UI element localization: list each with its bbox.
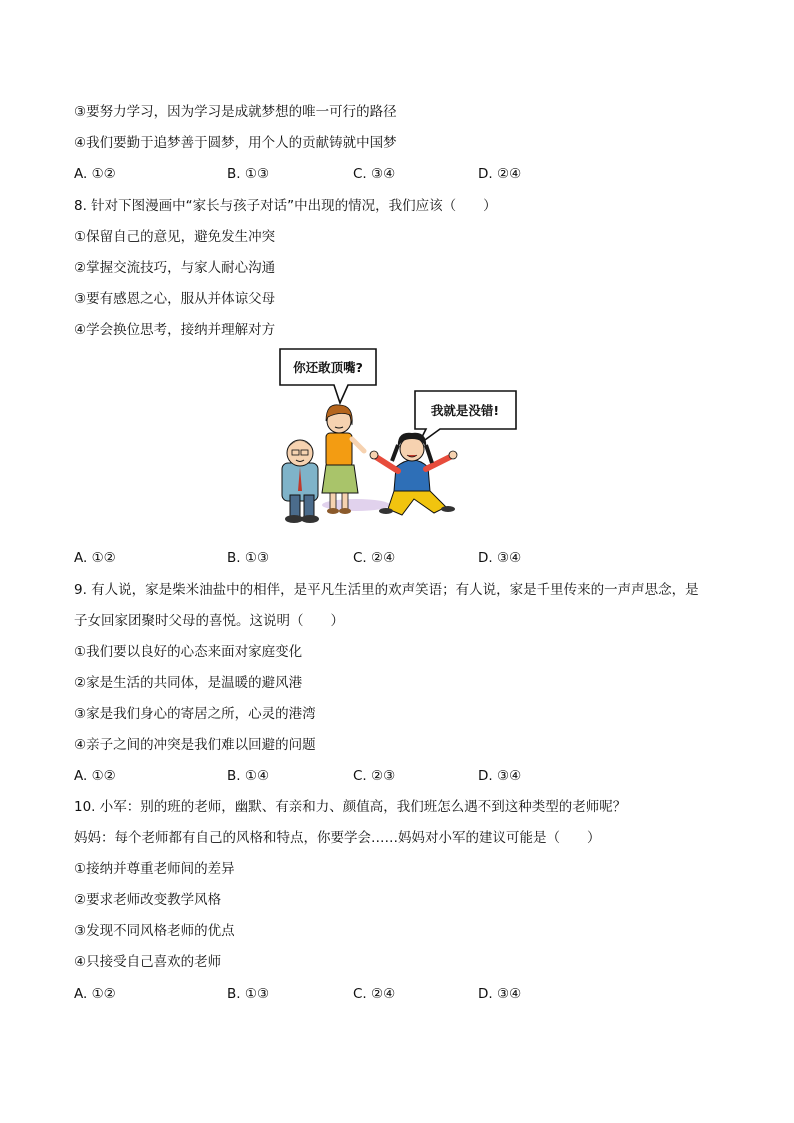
- q8-choice-c[interactable]: C. ②④: [353, 550, 396, 566]
- parent-child-cartoon: [268, 345, 528, 525]
- father-figure: [282, 440, 319, 523]
- q8-option-2: ②掌握交流技巧，与家人耐心沟通: [74, 260, 276, 276]
- q9-option-2: ②家是生活的共同体，是温暖的避风港: [74, 675, 303, 691]
- q8-stem: 8. 针对下图漫画中“家长与孩子对话”中出现的情况，我们应该（ ）: [74, 198, 497, 214]
- q9-option-1: ①我们要以良好的心态来面对家庭变化: [74, 644, 303, 660]
- q10-option-2: ②要求老师改变教学风格: [74, 892, 222, 908]
- q7-option-3: ③要努力学习，因为学习是成就梦想的唯一可行的路径: [74, 104, 397, 120]
- parent-speech-text: 你还敢顶嘴?: [293, 360, 363, 375]
- q10-choices: [74, 984, 714, 1004]
- q10-choice-c[interactable]: C. ②④: [353, 986, 396, 1002]
- q7-choice-c[interactable]: C. ③④: [353, 166, 396, 182]
- q8-choice-d[interactable]: D. ③④: [478, 550, 522, 566]
- q9-choice-a[interactable]: A. ①②: [74, 768, 116, 784]
- q10-choice-d[interactable]: D. ③④: [478, 986, 522, 1002]
- q10-option-3: ③发现不同风格老师的优点: [74, 923, 235, 939]
- q7-choice-a[interactable]: A. ①②: [74, 166, 116, 182]
- child-speech-bubble: [415, 391, 516, 445]
- q9-choices: [74, 766, 714, 786]
- q9-choice-b[interactable]: B. ①④: [227, 768, 270, 784]
- q9-stem-line-2: 子女回家团聚时父母的喜悦。这说明（ ）: [74, 613, 344, 629]
- q10-option-1: ①接纳并尊重老师间的差异: [74, 861, 235, 877]
- q9-option-3: ③家是我们身心的寄居之所，心灵的港湾: [74, 706, 316, 722]
- q9-choice-d[interactable]: D. ③④: [478, 768, 522, 784]
- q7-choice-d[interactable]: D. ②④: [478, 166, 522, 182]
- q8-option-1: ①保留自己的意见，避免发生冲突: [74, 229, 276, 245]
- q8-choices: [74, 548, 714, 568]
- q10-choice-a[interactable]: A. ①②: [74, 986, 116, 1002]
- q9-option-4: ④亲子之间的冲突是我们难以回避的问题: [74, 737, 316, 753]
- child-speech-text: 我就是没错!: [430, 403, 500, 418]
- q10-option-4: ④只接受自己喜欢的老师: [74, 954, 222, 970]
- q8-choice-b[interactable]: B. ①③: [227, 550, 270, 566]
- q7-option-4: ④我们要勤于追梦善于圆梦，用个人的贡献铸就中国梦: [74, 135, 397, 151]
- q8-choice-a[interactable]: A. ①②: [74, 550, 116, 566]
- q9-choice-c[interactable]: C. ②③: [353, 768, 396, 784]
- q7-choices: [74, 164, 714, 184]
- q8-option-4: ④学会换位思考，接纳并理解对方: [74, 322, 276, 338]
- q10-choice-b[interactable]: B. ①③: [227, 986, 270, 1002]
- q10-stem-line-2: 妈妈：每个老师都有自己的风格和特点，你要学会……妈妈对小军的建议可能是（ ）: [74, 830, 601, 846]
- parent-speech-bubble: [280, 349, 376, 403]
- q10-stem-line-1: 10. 小军：别的班的老师，幽默、有亲和力、颜值高，我们班怎么遇不到这种类型的老师呢？: [74, 799, 627, 815]
- q9-stem-line-1: 9. 有人说，家是柴米油盐中的相伴，是平凡生活里的欢声笑语；有人说，家是千里传来的一声声思念，是: [74, 582, 699, 598]
- mother-figure: [322, 405, 364, 514]
- q7-choice-b[interactable]: B. ①③: [227, 166, 270, 182]
- q8-option-3: ③要有感恩之心，服从并体谅父母: [74, 291, 276, 307]
